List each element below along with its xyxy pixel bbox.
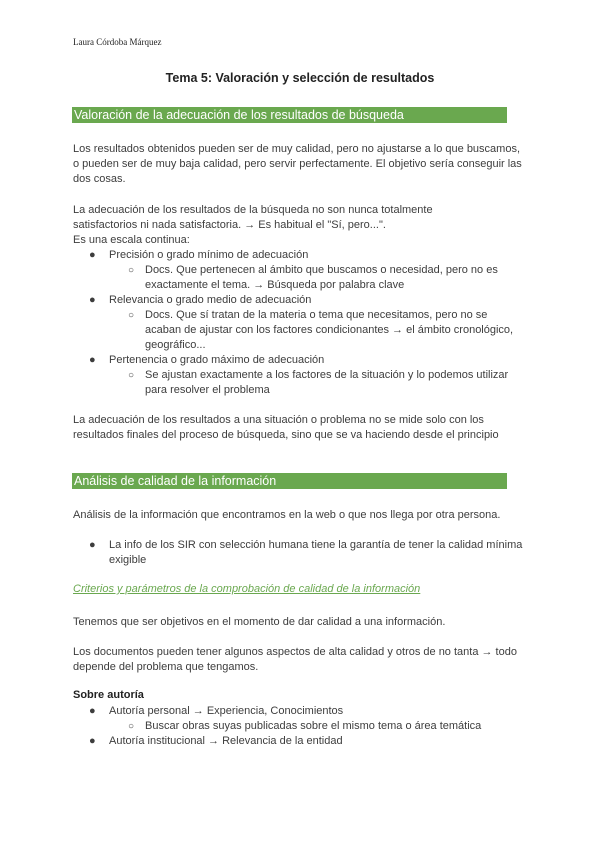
author-header: Laura Córdoba Márquez <box>73 37 162 47</box>
page-title: Tema 5: Valoración y selección de resultados <box>165 71 435 85</box>
circle-bullet-icon: ○ <box>128 721 135 732</box>
bullet-icon: ● <box>89 354 96 366</box>
paragraph-documentos: Los documentos pueden tener algunos aspectos de alta calidad y otros de no tanta → todo depende del problema que tengamos. <box>73 646 517 674</box>
paragraph-line: Es una escala continua: <box>73 234 190 247</box>
circle-bullet-icon: ○ <box>128 265 135 276</box>
bullet-icon: ● <box>89 539 96 551</box>
bullet-icon: ● <box>89 705 96 717</box>
list-item-text: Buscar obras suyas publicadas sobre el mismo tema o área temática <box>145 720 482 732</box>
list-item <box>89 353 529 368</box>
subheading-criterios: Criterios y parámetros de la comprobación de calidad de la información <box>73 583 421 595</box>
paragraph-analisis: Análisis de la información que encontramos en la web o que nos llega por otra persona. <box>73 509 501 521</box>
list-item <box>89 734 529 749</box>
list-item <box>128 263 525 293</box>
heading-sobre-autoria: Sobre autoría <box>73 689 144 701</box>
circle-bullet-icon: ○ <box>128 310 135 321</box>
circle-bullet-icon: ○ <box>128 370 135 381</box>
list-item-text: Docs. Que pertenecen al ámbito que buscamos o necesidad, pero no es exactamente el tema. → Búsqueda por palabra clave <box>145 264 498 292</box>
paragraph-adecuacion <box>73 203 523 249</box>
bullet-icon: ● <box>89 735 96 747</box>
list-item-text: Se ajustan exactamente a los factores de la situación y lo podemos utilizar para resolver el problema <box>145 369 509 397</box>
list-item-text: Relevancia o grado medio de adecuación <box>109 294 312 306</box>
list-item-text: Docs. Que sí tratan de la materia o tema que necesitamos, pero no se acaban de ajustar con los factores condicionantes → el ámbito cronológico, geográfico... <box>145 309 514 352</box>
bullet-icon: ● <box>89 249 96 261</box>
list-item <box>89 704 529 719</box>
list-item <box>89 293 529 308</box>
bullet-icon: ● <box>89 294 96 306</box>
list-item-text: Precisión o grado mínimo de adecuación <box>109 249 309 261</box>
list-item-text: Autoría personal → Experiencia, Conocimientos <box>109 705 344 717</box>
list-item <box>128 719 525 734</box>
paragraph-line: La adecuación de los resultados de la búsqueda no son nunca totalmente <box>73 204 433 216</box>
list-item-text: Pertenencia o grado máximo de adecuación <box>109 354 325 366</box>
paragraph-medicion: La adecuación de los resultados a una situación o problema no se mide solo con los resultados finales del proceso de búsqueda, sino que se va haciendo desde el principio <box>73 414 499 442</box>
paragraph-line: satisfactorios ni nada satisfactoria. → Es habitual el "Sí, pero...". <box>73 219 386 232</box>
list-item <box>89 538 529 568</box>
list-item <box>128 308 525 354</box>
section-heading-calidad: Análisis de calidad de la información <box>72 473 507 489</box>
list-item <box>89 248 529 263</box>
section-heading-adecuacion: Valoración de la adecuación de los resultados de búsqueda <box>72 107 507 123</box>
paragraph-objetivos: Tenemos que ser objetivos en el momento de dar calidad a una información. <box>73 616 446 628</box>
list-item-text: La info de los SIR con selección humana tiene la garantía de tener la calidad mínima exigible <box>109 539 523 567</box>
paragraph-resultados: Los resultados obtenidos pueden ser de muy calidad, pero no ajustarse a lo que buscamos, o pueden ser de muy baja calidad, pero servir perfectamente. El objetivo sería conseguir las dos cosas. <box>73 143 522 186</box>
list-item-text: Autoría institucional → Relevancia de la entidad <box>109 735 343 747</box>
list-item <box>128 368 525 398</box>
